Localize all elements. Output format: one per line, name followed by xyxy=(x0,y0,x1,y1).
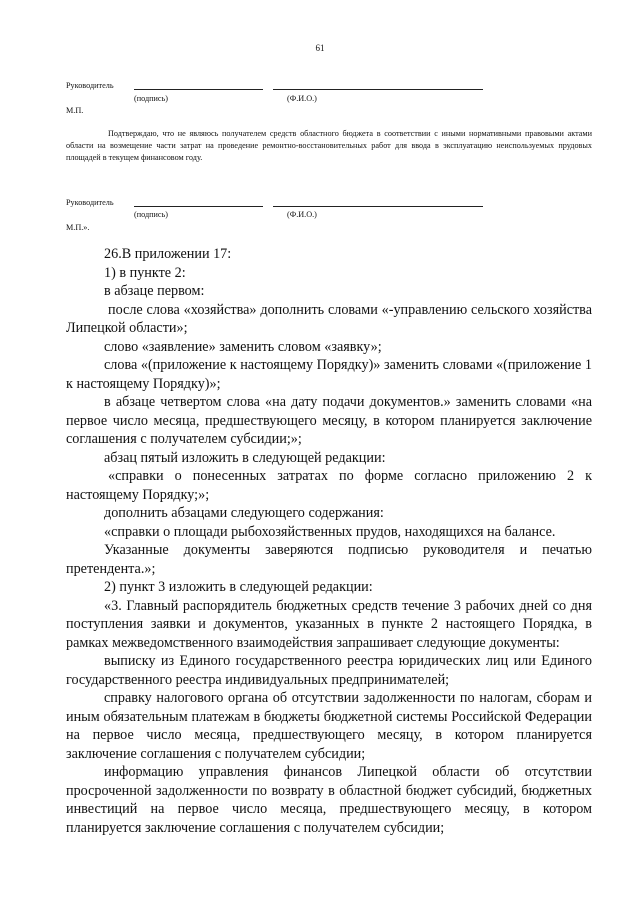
paragraph: дополнить абзацами следующего содержания: xyxy=(104,505,384,521)
paragraph: 1) в пункте 2: xyxy=(104,264,186,281)
name-line xyxy=(273,206,483,207)
name-caption: (Ф.И.О.) xyxy=(287,210,317,219)
paragraph: 2) пункт 3 изложить в следующей редакции: xyxy=(104,579,373,595)
paragraph: выписку из Единого государственного реестра юридических лиц или Единого государственного реестра индивидуальных предпринимателей; xyxy=(66,653,592,688)
signature-row-1 xyxy=(66,80,496,92)
paragraph: справку налогового органа об отсутствии задолженности по налогам, сборам и иным обязательным платежам в бюджеты бюджетной системы Российской Федерации на первое число месяца, предшествующего месяцу, в котором планируется заключение соглашения с получателем субсидии; xyxy=(66,690,592,762)
paragraph: информацию управления финансов Липецкой области об отсутствии просроченной задолженности по возврату в областной бюджет субсидий, бюджетных инвестиций на первое число месяца, предшествующего месяцу, в котором планируется заключение соглашения с получателем субсидии; xyxy=(66,764,592,836)
head-label: Руководитель xyxy=(66,198,114,207)
signature-caption: (подпись) xyxy=(134,94,168,103)
paragraph: «справки о площади рыбохозяйственных прудов, находящихся на балансе. xyxy=(104,523,556,540)
signature-line xyxy=(134,206,263,207)
paragraph: слово «заявление» заменить словом «заявку»; xyxy=(104,338,382,355)
section-heading: 26.В приложении 17: xyxy=(104,246,232,262)
paragraph: в абзаце четвертом слова «на дату подачи документов.» заменить словами «на первое число месяца, предшествующего месяцу, в котором планируется заключение соглашения с получателем субсидии;»; xyxy=(66,394,592,447)
amendment-text xyxy=(66,245,592,837)
paragraph: слова «(приложение к настоящему Порядку)» заменить словами «(приложение 1 к настоящему Порядку)»; xyxy=(66,357,592,392)
page-number: 61 xyxy=(315,43,325,53)
name-caption: (Ф.И.О.) xyxy=(287,94,317,103)
signature-row-2 xyxy=(66,197,496,209)
stamp-mark: М.П.». xyxy=(66,223,90,232)
head-label: Руководитель xyxy=(66,81,114,90)
paragraph: Указанные документы заверяются подписью руководителя и печатью претендента.»; xyxy=(66,542,592,577)
name-line xyxy=(273,89,483,90)
paragraph: «3. Главный распорядитель бюджетных средств течение 3 рабочих дней со дня поступления заявки и документов, указанных в пункте 2 настоящего Порядка, в рамках межведомственного взаимодействия запрашивает следующие документы: xyxy=(66,597,592,651)
paragraph: абзац пятый изложить в следующей редакции: xyxy=(104,449,386,466)
signature-caption: (подпись) xyxy=(134,210,168,219)
paragraph: после слова «хозяйства» дополнить словами «-управлению сельского хозяйства Липецкой области»; xyxy=(66,301,592,336)
paragraph: «справки о понесенных затратах по форме согласно приложению 2 к настоящему Порядку;»; xyxy=(66,468,592,503)
signature-line xyxy=(134,89,263,90)
stamp-mark: М.П. xyxy=(66,106,84,115)
paragraph: в абзаце первом: xyxy=(104,283,205,299)
confirmation-text: Подтверждаю, что не являюсь получателем средств областного бюджета в соответствии с иными нормативными правовыми актами области на возмещение части затрат на проведение ремонтно-восстановительных работ для ввода в эксплуатацию неиспользуемых прудовых площадей в текущем финансовом году. xyxy=(66,129,592,162)
